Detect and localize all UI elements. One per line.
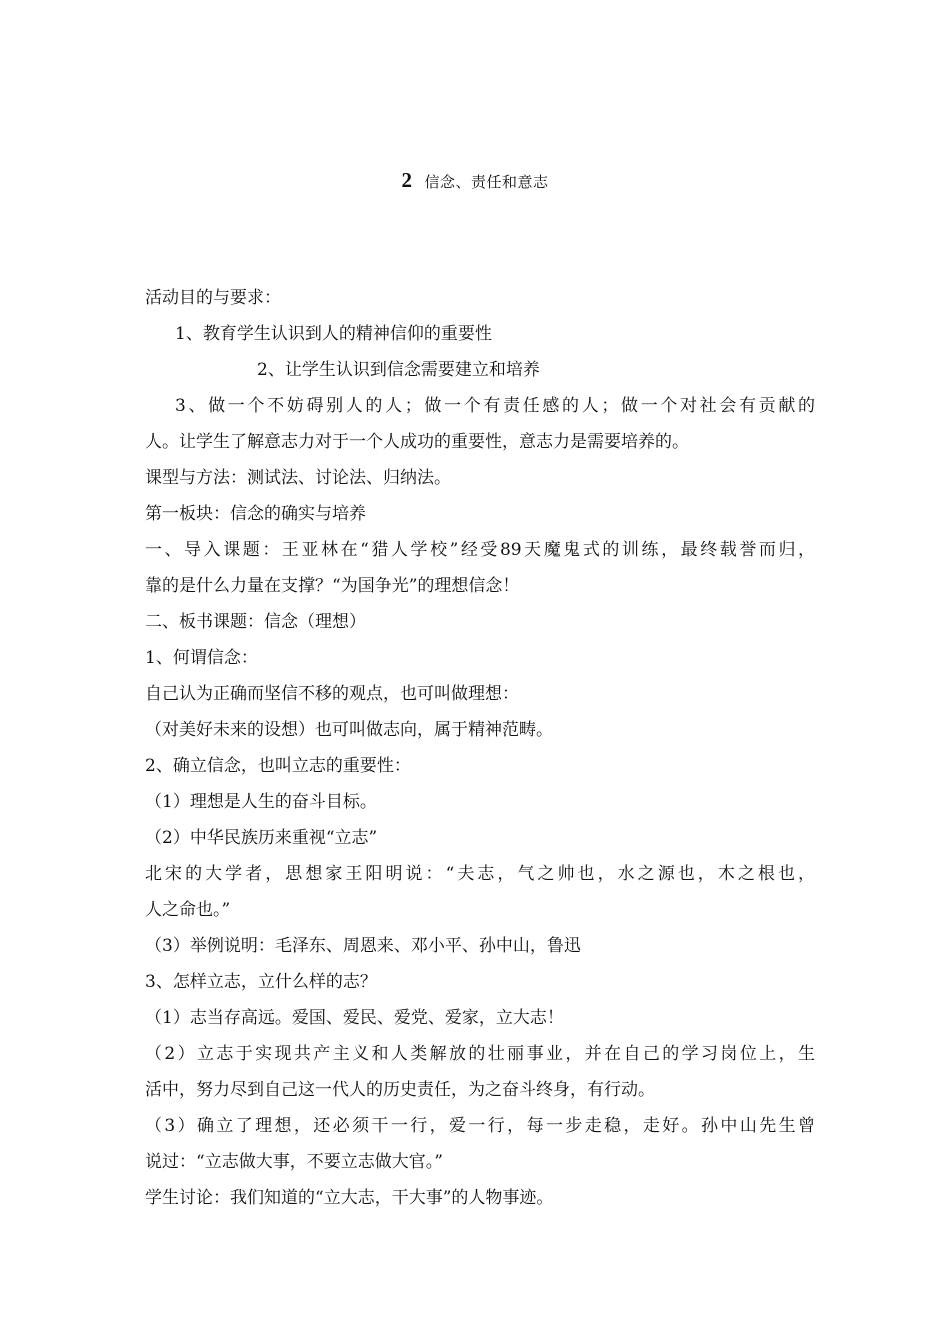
title-number: 2 <box>401 168 413 192</box>
paragraph-line: （对美好未来的设想）也可叫做志向，属于精神范畴。 <box>145 720 553 740</box>
paragraph-line: 1、何谓信念： <box>145 648 258 668</box>
paragraph-line: 学生讨论：我们知道的“立大志，干大事”的人物事迹。 <box>145 1188 554 1208</box>
title-text: 信念、责任和意志 <box>424 173 549 191</box>
section-heading: 第一板块：信念的确实与培养 <box>145 504 366 524</box>
paragraph-line: 课型与方法：测试法、讨论法、归纳法。 <box>145 468 451 488</box>
paragraph-line: （1）志当存高远。爱国、爱民、爱党、爱家，立大志！ <box>145 1008 564 1028</box>
document-body <box>145 280 815 1216</box>
paragraph-line: 自己认为正确而坚信不移的观点，也可叫做理想： <box>145 684 519 704</box>
paragraph-line: （3）举例说明：毛泽东、周恩来、邓小平、孙中山，鲁迅 <box>145 936 581 956</box>
paragraph-line: （1）理想是人生的奋斗目标。 <box>145 792 377 812</box>
paragraph-line: 二、板书课题：信念（理想） <box>145 612 366 632</box>
paragraph-line: 2、确立信念，也叫立志的重要性： <box>145 756 411 776</box>
paragraph-line: （2）中华民族历来重视“立志” <box>145 828 378 848</box>
paragraph-line: 3、怎样立志，立什么样的志？ <box>145 972 377 992</box>
paragraph-line: 3、做一个不妨碍别人的人；做一个有责任感的人；做一个对社会有贡献的 <box>175 396 815 416</box>
paragraph-line: 靠的是什么力量在支撑？“为国争光”的理想信念！ <box>145 576 520 596</box>
paragraph-line: （2）立志于实现共产主义和人类解放的壮丽事业，并在自己的学习岗位上，生 <box>145 1044 815 1064</box>
paragraph-line: 活中，努力尽到自己这一代人的历史责任，为之奋斗终身，有行动。 <box>145 1080 655 1100</box>
paragraph-line: 2、让学生认识到信念需要建立和培养 <box>257 360 540 380</box>
paragraph-line: 1、教育学生认识到人的精神信仰的重要性 <box>175 324 492 344</box>
paragraph-line: 北宋的大学者，思想家王阳明说：“夫志，气之帅也，水之源也，木之根也， <box>145 864 815 884</box>
paragraph-line: 一、导入课题：王亚林在“猎人学校”经受89天魔鬼式的训练，最终载誉而归， <box>145 540 815 560</box>
paragraph-line: 说过：“立志做大事，不要立志做大官。” <box>145 1152 443 1172</box>
page-title <box>0 168 950 193</box>
paragraph-line: （3）确立了理想，还必须干一行，爱一行，每一步走稳，走好。孙中山先生曾 <box>145 1116 815 1136</box>
section-heading: 活动目的与要求： <box>145 288 281 308</box>
paragraph-line: 人。让学生了解意志力对于一个人成功的重要性，意志力是需要培养的。 <box>145 432 689 452</box>
paragraph-line: 人之命也。” <box>145 900 231 920</box>
